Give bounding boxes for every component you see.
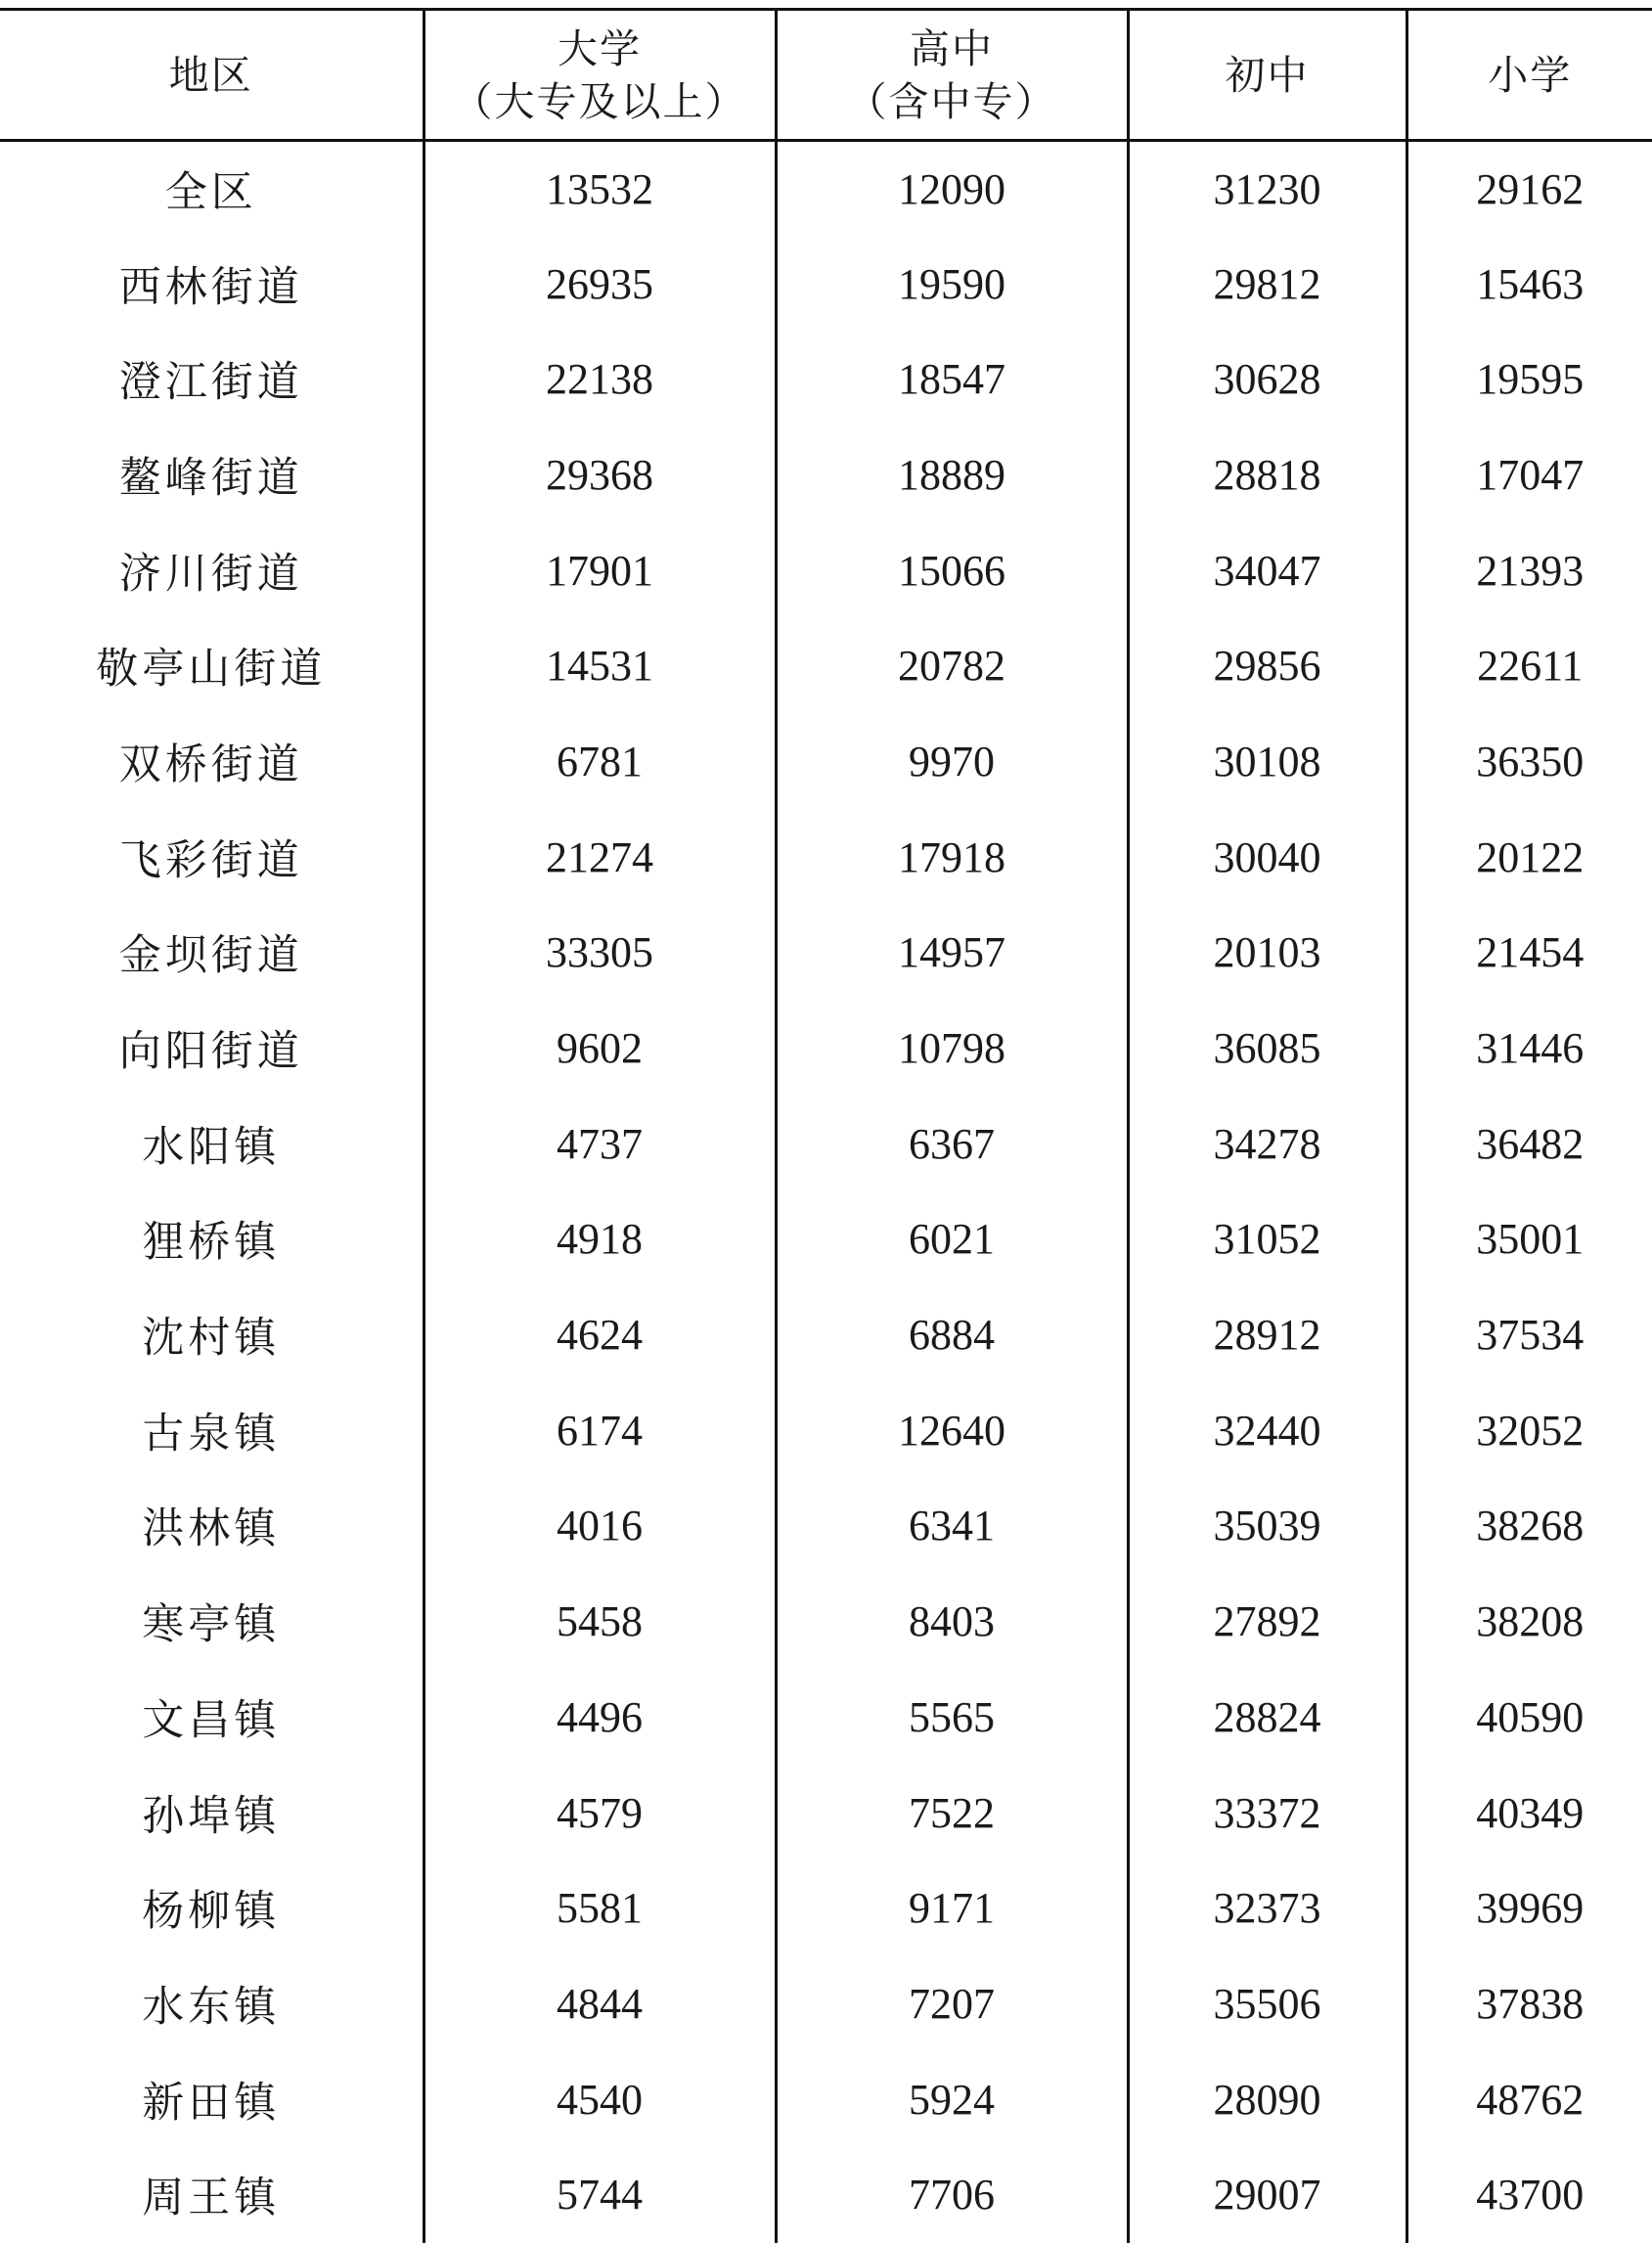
header-region-label: 地区 <box>0 49 423 102</box>
cell-region: 金坝街道 <box>0 905 424 1001</box>
cell-highschool: 9171 <box>776 1861 1128 1956</box>
cell-university: 5458 <box>424 1574 776 1670</box>
cell-primary: 21454 <box>1406 905 1652 1001</box>
cell-university: 21274 <box>424 809 776 905</box>
cell-primary: 31446 <box>1406 1001 1652 1097</box>
cell-region: 沈村镇 <box>0 1287 424 1383</box>
cell-junior: 28818 <box>1128 427 1406 523</box>
table-row <box>0 1001 1652 1097</box>
cell-primary: 40590 <box>1406 1670 1652 1766</box>
cell-junior: 29856 <box>1128 618 1406 714</box>
cell-highschool: 8403 <box>776 1574 1128 1670</box>
table-row <box>0 1956 1652 2052</box>
table-row <box>0 2051 1652 2147</box>
cell-highschool: 15066 <box>776 522 1128 618</box>
cell-region: 洪林镇 <box>0 1478 424 1574</box>
cell-primary: 21393 <box>1406 522 1652 618</box>
cell-junior: 34047 <box>1128 522 1406 618</box>
cell-university: 4496 <box>424 1670 776 1766</box>
header-highschool-line1: 高中 <box>778 22 1127 75</box>
cell-junior: 30628 <box>1128 332 1406 427</box>
table-row <box>0 141 1652 237</box>
cell-university: 26935 <box>424 236 776 332</box>
cell-highschool: 6341 <box>776 1478 1128 1574</box>
cell-junior: 31052 <box>1128 1191 1406 1287</box>
cell-primary: 36350 <box>1406 714 1652 810</box>
cell-highschool: 12090 <box>776 141 1128 237</box>
header-university <box>424 10 776 141</box>
cell-highschool: 10798 <box>776 1001 1128 1097</box>
table-row <box>0 1287 1652 1383</box>
header-primary-label: 小学 <box>1408 49 1652 102</box>
cell-region: 双桥街道 <box>0 714 424 810</box>
cell-junior: 35039 <box>1128 1478 1406 1574</box>
cell-region: 周王镇 <box>0 2147 424 2243</box>
cell-university: 9602 <box>424 1001 776 1097</box>
cell-highschool: 7522 <box>776 1765 1128 1861</box>
header-university-line2: （大专及以上） <box>425 75 775 128</box>
cell-region: 向阳街道 <box>0 1001 424 1097</box>
cell-junior: 30040 <box>1128 809 1406 905</box>
cell-region: 古泉镇 <box>0 1382 424 1478</box>
cell-junior: 34278 <box>1128 1096 1406 1191</box>
cell-university: 33305 <box>424 905 776 1001</box>
education-stats-table <box>0 8 1652 2243</box>
header-row <box>0 10 1652 141</box>
cell-junior: 28824 <box>1128 1670 1406 1766</box>
cell-primary: 37534 <box>1406 1287 1652 1383</box>
table-row <box>0 1670 1652 1766</box>
cell-region: 狸桥镇 <box>0 1191 424 1287</box>
table-row <box>0 332 1652 427</box>
header-junior-label: 初中 <box>1130 49 1406 102</box>
table-row <box>0 236 1652 332</box>
cell-region: 敬亭山街道 <box>0 618 424 714</box>
cell-primary: 38268 <box>1406 1478 1652 1574</box>
cell-university: 29368 <box>424 427 776 523</box>
cell-university: 4579 <box>424 1765 776 1861</box>
table-row <box>0 522 1652 618</box>
table-row <box>0 1478 1652 1574</box>
cell-primary: 15463 <box>1406 236 1652 332</box>
cell-highschool: 18889 <box>776 427 1128 523</box>
cell-highschool: 18547 <box>776 332 1128 427</box>
cell-junior: 32440 <box>1128 1382 1406 1478</box>
cell-region: 鳌峰街道 <box>0 427 424 523</box>
cell-highschool: 20782 <box>776 618 1128 714</box>
cell-university: 4540 <box>424 2051 776 2147</box>
cell-junior: 29007 <box>1128 2147 1406 2243</box>
table-row <box>0 1574 1652 1670</box>
cell-university: 13532 <box>424 141 776 237</box>
cell-region: 西林街道 <box>0 236 424 332</box>
cell-university: 4918 <box>424 1191 776 1287</box>
cell-primary: 17047 <box>1406 427 1652 523</box>
cell-university: 17901 <box>424 522 776 618</box>
cell-primary: 22611 <box>1406 618 1652 714</box>
cell-university: 22138 <box>424 332 776 427</box>
table-row <box>0 1096 1652 1191</box>
cell-university: 6781 <box>424 714 776 810</box>
cell-primary: 43700 <box>1406 2147 1652 2243</box>
cell-junior: 27892 <box>1128 1574 1406 1670</box>
header-junior <box>1128 10 1406 141</box>
cell-junior: 32373 <box>1128 1861 1406 1956</box>
table-row <box>0 1861 1652 1956</box>
cell-region: 文昌镇 <box>0 1670 424 1766</box>
table-body <box>0 141 1652 2243</box>
table-row <box>0 905 1652 1001</box>
cell-highschool: 17918 <box>776 809 1128 905</box>
table-row <box>0 1191 1652 1287</box>
header-primary <box>1406 10 1652 141</box>
cell-junior: 30108 <box>1128 714 1406 810</box>
cell-region: 飞彩街道 <box>0 809 424 905</box>
table-header <box>0 10 1652 141</box>
cell-region: 寒亭镇 <box>0 1574 424 1670</box>
header-university-line1: 大学 <box>425 22 775 75</box>
cell-junior: 29812 <box>1128 236 1406 332</box>
table-row <box>0 1382 1652 1478</box>
cell-university: 6174 <box>424 1382 776 1478</box>
table-row <box>0 1765 1652 1861</box>
cell-primary: 20122 <box>1406 809 1652 905</box>
cell-highschool: 12640 <box>776 1382 1128 1478</box>
cell-primary: 40349 <box>1406 1765 1652 1861</box>
cell-primary: 39969 <box>1406 1861 1652 1956</box>
cell-university: 4844 <box>424 1956 776 2052</box>
cell-junior: 35506 <box>1128 1956 1406 2052</box>
cell-region: 全区 <box>0 141 424 237</box>
cell-highschool: 5565 <box>776 1670 1128 1766</box>
cell-highschool: 9970 <box>776 714 1128 810</box>
cell-highschool: 6021 <box>776 1191 1128 1287</box>
table-row <box>0 2147 1652 2243</box>
cell-primary: 48762 <box>1406 2051 1652 2147</box>
cell-junior: 36085 <box>1128 1001 1406 1097</box>
cell-primary: 29162 <box>1406 141 1652 237</box>
header-highschool-line2: （含中专） <box>778 75 1127 128</box>
cell-university: 4737 <box>424 1096 776 1191</box>
cell-region: 澄江街道 <box>0 332 424 427</box>
header-highschool <box>776 10 1128 141</box>
cell-primary: 37838 <box>1406 1956 1652 2052</box>
cell-highschool: 19590 <box>776 236 1128 332</box>
cell-junior: 28912 <box>1128 1287 1406 1383</box>
cell-junior: 20103 <box>1128 905 1406 1001</box>
table-row <box>0 714 1652 810</box>
cell-region: 水东镇 <box>0 1956 424 2052</box>
cell-university: 4624 <box>424 1287 776 1383</box>
cell-highschool: 14957 <box>776 905 1128 1001</box>
cell-region: 孙埠镇 <box>0 1765 424 1861</box>
table-row <box>0 618 1652 714</box>
cell-region: 水阳镇 <box>0 1096 424 1191</box>
cell-region: 济川街道 <box>0 522 424 618</box>
cell-highschool: 7706 <box>776 2147 1128 2243</box>
cell-junior: 31230 <box>1128 141 1406 237</box>
cell-highschool: 5924 <box>776 2051 1128 2147</box>
cell-junior: 28090 <box>1128 2051 1406 2147</box>
cell-highschool: 7207 <box>776 1956 1128 2052</box>
cell-highschool: 6884 <box>776 1287 1128 1383</box>
cell-primary: 38208 <box>1406 1574 1652 1670</box>
cell-primary: 32052 <box>1406 1382 1652 1478</box>
cell-university: 5581 <box>424 1861 776 1956</box>
header-region <box>0 10 424 141</box>
cell-university: 14531 <box>424 618 776 714</box>
table-row <box>0 427 1652 523</box>
cell-region: 杨柳镇 <box>0 1861 424 1956</box>
cell-primary: 19595 <box>1406 332 1652 427</box>
cell-university: 4016 <box>424 1478 776 1574</box>
table-row <box>0 809 1652 905</box>
cell-primary: 35001 <box>1406 1191 1652 1287</box>
cell-region: 新田镇 <box>0 2051 424 2147</box>
cell-university: 5744 <box>424 2147 776 2243</box>
cell-junior: 33372 <box>1128 1765 1406 1861</box>
cell-primary: 36482 <box>1406 1096 1652 1191</box>
cell-highschool: 6367 <box>776 1096 1128 1191</box>
